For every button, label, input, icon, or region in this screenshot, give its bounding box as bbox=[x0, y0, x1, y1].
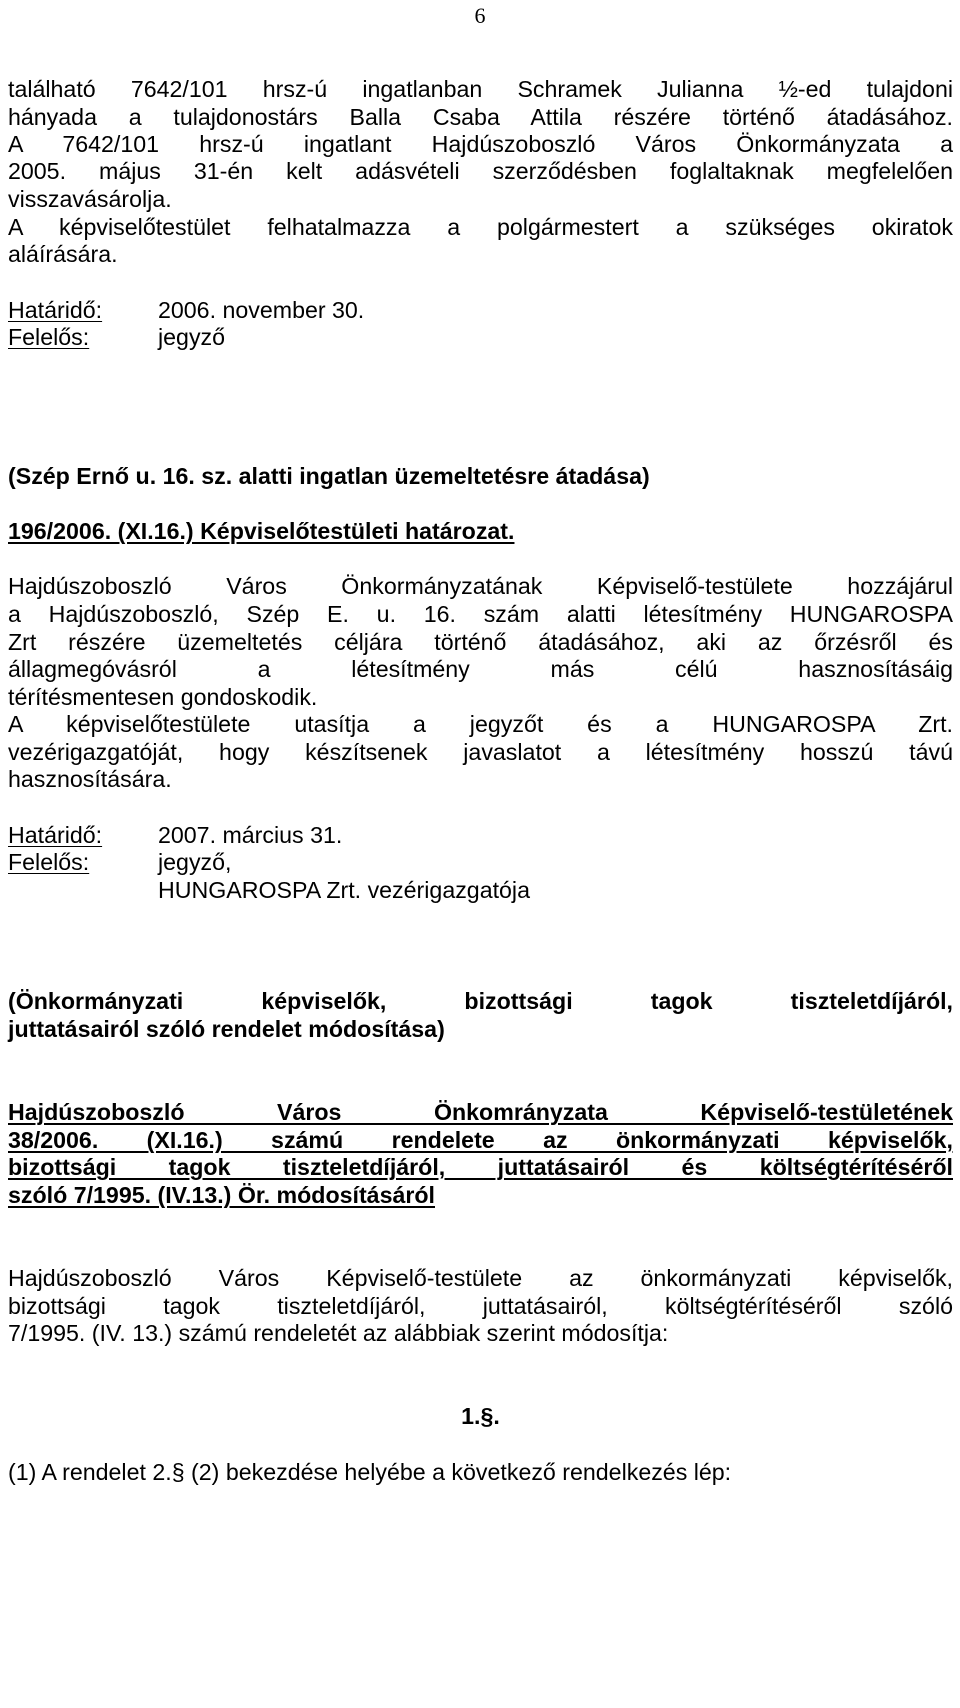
deadline-value: 2007. március 31. bbox=[158, 822, 343, 848]
text-line: hányada a tulajdonostárs Balla Csaba Attila részére történő átadásához. bbox=[8, 104, 953, 130]
text-line: a Hajdúszoboszló, Szép E. u. 16. szám alatti létesítmény HUNGAROSPA bbox=[8, 601, 953, 627]
section-heading: juttatásairól szóló rendelet módosítása) bbox=[8, 1016, 445, 1042]
deadline-label: Határidő: bbox=[8, 297, 103, 323]
text-line: található 7642/101 hrsz-ú ingatlanban Schramek Julianna ½-ed tulajdoni bbox=[8, 76, 953, 102]
responsible-value: jegyző, bbox=[158, 849, 232, 875]
responsible-value: jegyző bbox=[158, 324, 226, 350]
text-line: állagmegóvásról a létesítmény más célú hasznosításáig bbox=[8, 656, 953, 682]
responsible-label: Felelős: bbox=[8, 324, 90, 350]
text-line: bizottsági tagok tiszteletdíjáról, juttatásairól, költségtérítéséről szóló bbox=[8, 1293, 953, 1319]
text-line: térítésmentesen gondoskodik. bbox=[8, 684, 318, 710]
text-line: A képviselőtestület felhatalmazza a polgármestert a szükséges okiratok bbox=[8, 214, 953, 240]
text-line: Hajdúszoboszló Város Önkormányzatának Képviselő-testülete hozzájárul bbox=[8, 573, 953, 599]
text-line: A 7642/101 hrsz-ú ingatlant Hajdúszoboszló Város Önkormányzata a bbox=[8, 131, 953, 157]
responsible-label: Felelős: bbox=[8, 849, 90, 875]
deadline-value: 2006. november 30. bbox=[158, 297, 365, 323]
text-line: vezérigazgatóját, hogy készítsenek javaslatot a létesítmény hosszú távú bbox=[8, 739, 953, 765]
text-line: 7/1995. (IV. 13.) számú rendeletét az alábbiak szerint módosítja: bbox=[8, 1320, 669, 1346]
text-line: Zrt részére üzemeltetés céljára történő átadásához, aki az őrzésről és bbox=[8, 629, 953, 655]
regulation-title: 38/2006. (XI.16.) számú rendelete az önkormányzati képviselők, bbox=[8, 1127, 953, 1153]
text-line: A képviselőtestülete utasítja a jegyzőt és a HUNGAROSPA Zrt. bbox=[8, 711, 953, 737]
text-line: (1) A rendelet 2.§ (2) bekezdése helyébe a következő rendelkezés lép: bbox=[8, 1459, 732, 1485]
text-line: visszavásárolja. bbox=[8, 186, 172, 212]
paragraph-mark: 1.§. bbox=[461, 1403, 500, 1429]
responsible-value: HUNGAROSPA Zrt. vezérigazgatója bbox=[158, 877, 530, 903]
resolution-title: 196/2006. (XI.16.) Képviselőtestületi határozat. bbox=[8, 518, 515, 544]
regulation-title: szóló 7/1995. (IV.13.) Ör. módosításáról bbox=[8, 1182, 435, 1208]
text-line: 2005. május 31-én kelt adásvételi szerződésben foglaltaknak megfelelően bbox=[8, 158, 953, 184]
text-line: hasznosítására. bbox=[8, 766, 172, 792]
regulation-title: bizottsági tagok tiszteletdíjáról, juttatásairól és költségtérítéséről bbox=[8, 1154, 953, 1180]
section-heading: (Szép Ernő u. 16. sz. alatti ingatlan üzemeltetésre átadása) bbox=[8, 463, 650, 489]
page-number: 6 bbox=[474, 3, 486, 28]
section-heading: (Önkormányzati képviselők, bizottsági tagok tiszteletdíjáról, bbox=[8, 988, 953, 1014]
text-line: Hajdúszoboszló Város Képviselő-testülete az önkormányzati képviselők, bbox=[8, 1265, 953, 1291]
regulation-title: Hajdúszoboszló Város Önkomrányzata Képviselő-testületének bbox=[8, 1099, 953, 1125]
deadline-label: Határidő: bbox=[8, 822, 103, 848]
text-line: aláírására. bbox=[8, 241, 118, 267]
